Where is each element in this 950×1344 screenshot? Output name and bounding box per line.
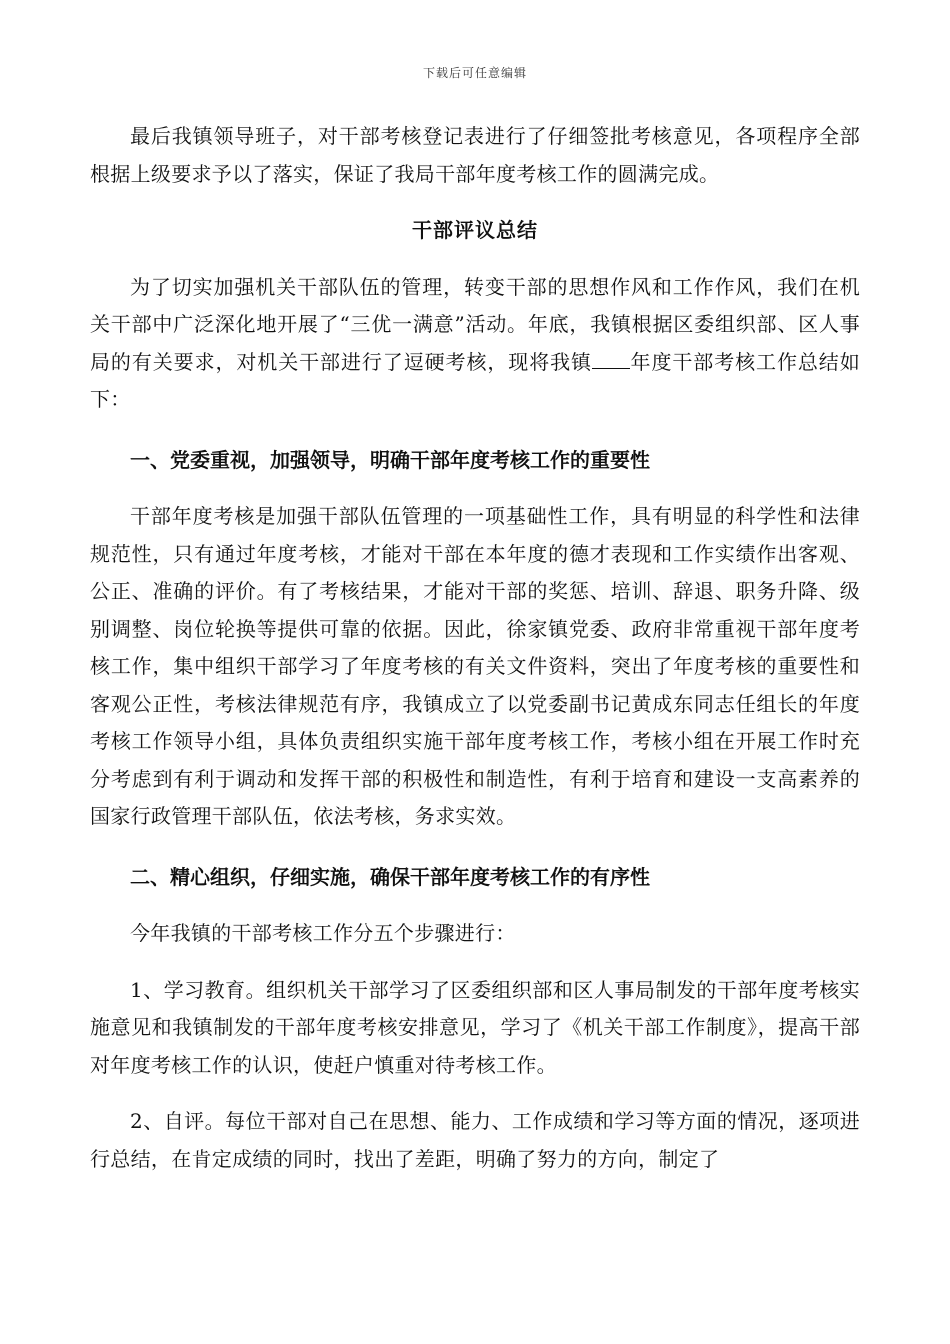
paragraph-overview: [90, 269, 860, 419]
paragraph-steps-intro: 今年我镇的干部考核工作分五个步骤进行：: [130, 921, 516, 945]
paragraph-importance: 干部年度考核是加强干部队伍管理的一项基础性工作，具有明显的科学性和法律规范性，只有通过年度考核，才能对干部在本年度的德才表现和工作实绩作出客观、公正、准确的评价。有了考核结果，才能对干部的奖惩、培训、辞退、职务升降、级别调整、岗位轮换等提供可靠的依据。因此，徐家镇党委、政府非常重视干部年度考核工作，集中组织干部学习了年度考核的有关文件资料，突出了年度考核的重要性和客观公正性，考核法律规范有序，我镇成立了以党委副书记黄成东同志任组长的年度考核工作领导小组，具体负责组织实施干部年度考核工作，考核小组在开展工作时充分考虑到有利于调动和发挥干部的积极性和制造性，有利于培育和建设一支高素养的国家行政管理干部队伍，依法考核，务求实效。: [90, 504, 860, 828]
document-title: 干部评议总结: [412, 218, 538, 242]
section-heading-1: 一、党委重视，加强领导，明确干部年度考核工作的重要性: [130, 447, 650, 472]
intro-paragraph: 最后我镇领导班子，对干部考核登记表进行了仔细签批考核意见，各项程序全部根据上级要求予以了落实，保证了我局干部年度考核工作的圆满完成。: [90, 124, 860, 186]
overview-text-start: 为了切实加强机关干部队伍的管理，转变干部的思想作风和工作作风，我们在机关干部中广泛深化地开展了“三优一满意”活动。年底，我镇根据区委组织部、区人事局的有关要求，对机关干部进行了逗硬考核，现将我镇: [90, 274, 860, 374]
year-blank: [592, 350, 630, 369]
section-heading-2: 二、精心组织，仔细实施，确保干部年度考核工作的有序性: [130, 864, 650, 889]
paragraph-step-2: 2、自评。每位干部对自己在思想、能力、工作成绩和学习等方面的情况，逐项进行总结，在肯定成绩的同时，找出了差距，明确了努力的方向，制定了: [90, 1109, 860, 1171]
document-body: [90, 118, 860, 1178]
overview-text-end: 年度干部考核工作总结如下：: [90, 349, 860, 411]
header-note: 下载后可任意编辑: [422, 66, 527, 80]
paragraph-step-1: 1、学习教育。组织机关干部学习了区委组织部和区人事局制发的干部年度考核实施意见和我镇制发的干部年度考核安排意见，学习了《机关干部工作制度》，提高干部对年度考核工作的认识，使赶户慎重对待考核工作。: [90, 977, 860, 1077]
